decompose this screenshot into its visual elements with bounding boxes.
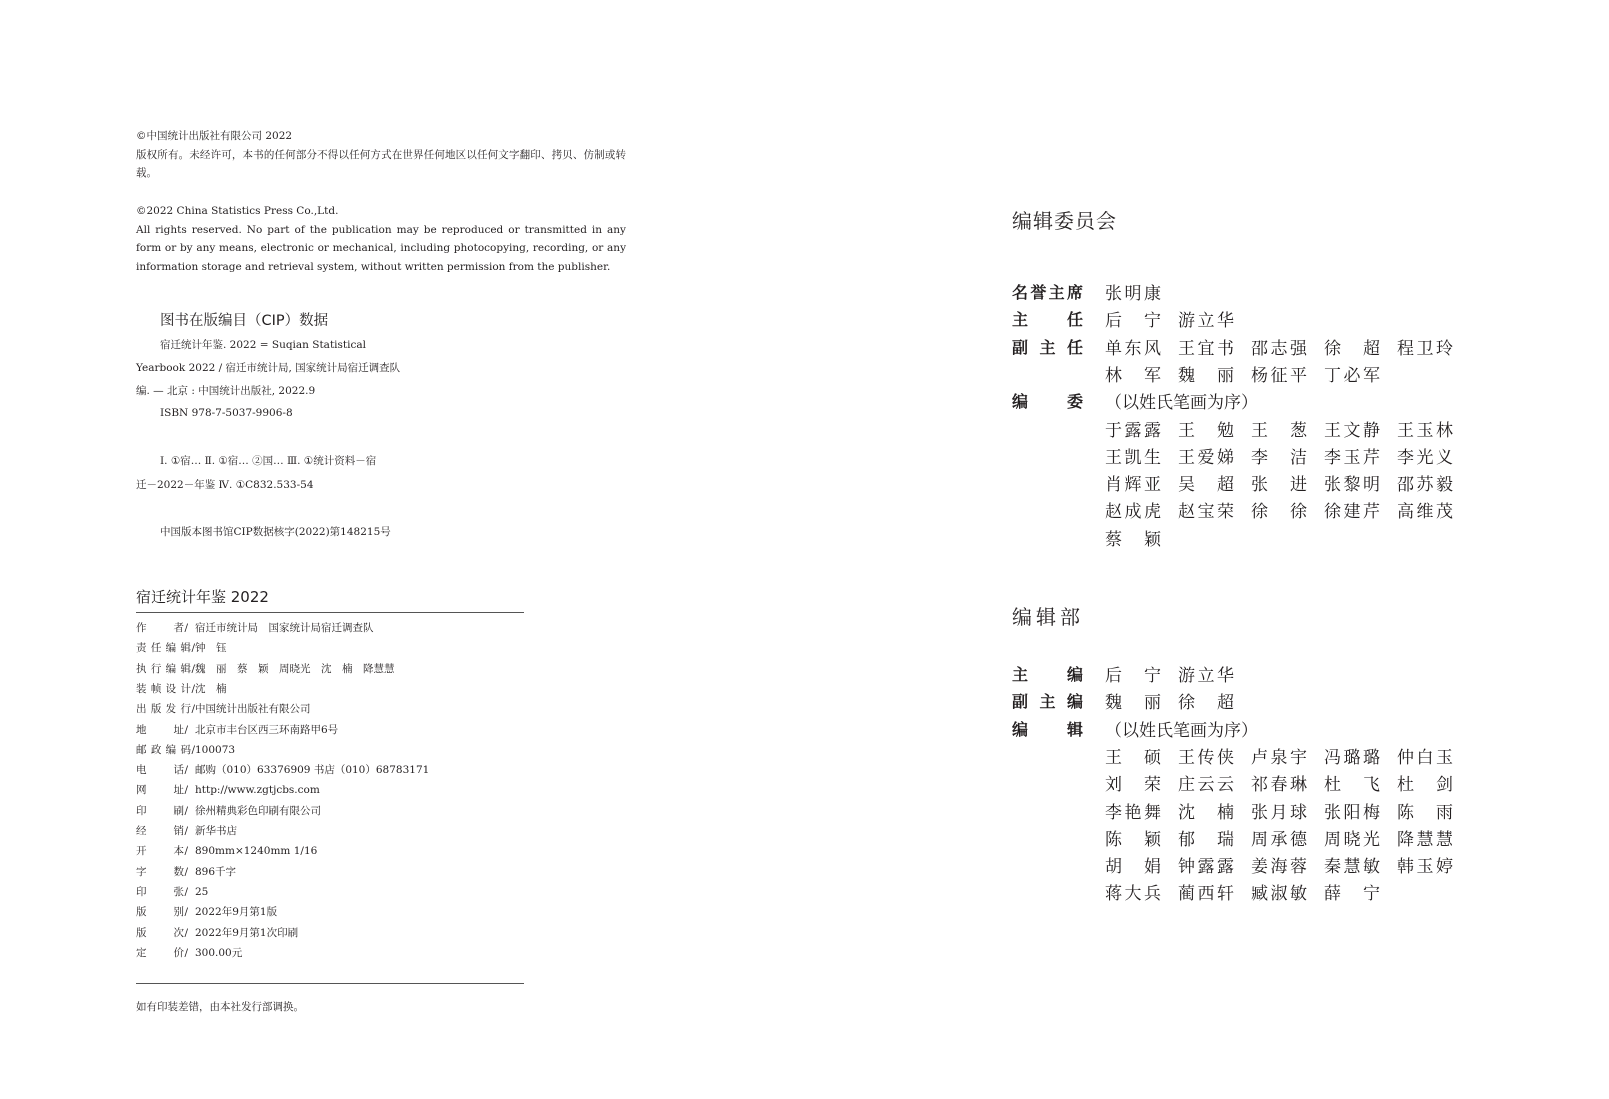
cip-number: 中国版本图书馆CIP数据核字(2022)第148215号 [160,526,391,538]
copyright-notice-english [136,202,626,276]
person-name: 肖 辉 亚 [1105,475,1161,496]
label-separator: / [184,865,188,878]
person-name: 游 立 华 [1178,311,1234,332]
person-name: 蔺 西 轩 [1178,884,1234,905]
colophon-bottom-rule [136,983,524,984]
colophon-value: 魏 丽 蔡 颖 周晓光 沈 楠 降慧慧 [195,662,395,675]
colophon-value: 2022年9月第1版 [195,906,278,919]
person-name: 王 爱 娣 [1178,447,1234,468]
person-name: 刘 荣 [1105,775,1161,796]
person-name: 李 洁 [1251,447,1307,468]
colophon-label: 经 销 / [136,825,188,837]
colophon-value: 钟 钰 [195,642,227,655]
person-name: 蔡 颖 [1105,529,1161,550]
ordering-note: （以姓氏笔画为序） [1105,720,1258,741]
colophon-value: 中国统计出版社有限公司 [195,703,311,716]
role-label: 副 主 任 [1012,337,1083,357]
colophon-label: 执 行 编 辑 / [136,662,195,675]
person-name: 丁 必 军 [1324,365,1380,386]
label-separator: / [191,703,195,716]
person-name: 王 宜 书 [1178,338,1234,359]
label-separator: / [191,662,195,675]
role-label: 主 任 [1012,310,1083,330]
person-name: 张 黎 明 [1324,475,1380,496]
person-name: 庄 云 云 [1178,775,1234,796]
person-name: 杨 征 平 [1251,365,1307,386]
person-name: 张 阳 梅 [1324,802,1380,823]
committee-title: 编辑委员会 [1012,209,1117,233]
colophon-label: 版 次 / [136,926,188,939]
colophon-value: 2022年9月第1次印刷 [195,926,299,939]
colophon-value: 北京市丰台区西三环南路甲6号 [195,723,339,736]
person-name: 李 艳 舞 [1105,802,1161,823]
person-name: 张 明 康 [1105,284,1161,304]
person-name: 赵 成 虎 [1105,502,1161,523]
person-name: 游 立 华 [1178,666,1234,686]
colophon-value: 896千字 [195,865,237,878]
colophon-label: 责 任 编 辑 / [136,642,195,655]
person-name: 周 晓 光 [1324,829,1380,850]
copyright-line: All rights reserved. No part of the publication may be reproduced or transmitted in any form or by any means, electronic or mechanical, including photocopying, recording, or any information storage and retrieval system, without written permission from the publisher. [136,223,626,273]
person-name: 赵 宝 荣 [1178,502,1234,523]
colophon-value: http://www.zgtjcbs.com [195,784,320,797]
cip-line: 编. — 北京 : 中国统计出版社, 2022.9 [136,385,316,397]
colophon-value: 100073 [195,743,236,756]
label-separator: / [184,804,188,817]
cip-title: 图书在版编目（CIP）数据 [160,313,329,329]
label-separator: / [184,723,188,736]
colophon-label: 开 本 / [136,845,188,858]
person-name: 单 东 风 [1105,338,1161,359]
person-name: 王 葱 [1251,420,1307,441]
person-name: 王 文 静 [1324,420,1380,441]
person-name: 王 勉 [1178,420,1234,441]
label-separator: / [191,642,195,655]
label-separator: / [184,926,188,939]
label-separator: / [184,946,188,959]
colophon-label: 作 者 / [136,622,188,634]
label-separator: / [184,622,188,634]
editorial-staff-page [760,0,1609,1099]
person-name: 林 军 [1105,365,1161,386]
copyright-line: ©2022 China Statistics Press Co.,Ltd. [136,205,339,217]
copyright-line: 版权所有。未经许可，本书的任何部分不得以任何方式在世界任何地区以任何文字翻印、拷贝、仿制或转载。 [136,148,626,179]
person-name: 徐 徐 [1251,502,1307,523]
person-name: 吴 超 [1178,475,1234,496]
copyright-notice-chinese [136,127,626,183]
colophon-label: 装 帧 设 计 / [136,682,195,695]
label-separator: / [184,825,188,837]
person-name: 胡 娟 [1105,857,1161,878]
person-name: 魏 丽 [1105,693,1161,714]
colophon-label: 邮 政 编 码 / [136,743,195,756]
colophon-value: 宿迁市统计局 国家统计局宿迁调查队 [195,622,374,634]
person-name: 韩 玉 婷 [1397,857,1453,878]
person-name: 徐 超 [1178,693,1234,714]
person-name: 徐 建 芹 [1324,502,1380,523]
person-name: 王 硕 [1105,747,1161,768]
colophon-label: 电 话 / [136,764,188,777]
person-name: 王 凯 生 [1105,447,1161,468]
person-name: 陈 雨 [1397,802,1453,823]
person-name: 魏 丽 [1178,365,1234,386]
label-separator: / [191,743,195,756]
colophon-value: 邮购（010）63376909 书店（010）68783171 [195,764,430,777]
label-separator: / [184,764,188,777]
colophon-label: 地 址 / [136,723,188,736]
person-name: 郁 瑞 [1178,829,1234,850]
colophon-label: 印 张 / [136,885,188,898]
cip-line: Yearbook 2022 / 宿迁市统计局, 国家统计局宿迁调查队 [136,362,401,374]
person-name: 陈 颖 [1105,829,1161,850]
person-name: 薛 宁 [1324,884,1380,905]
colophon-label: 网 址 / [136,784,188,797]
person-name: 张 月 球 [1251,802,1307,823]
label-separator: / [184,885,188,898]
person-name: 徐 超 [1324,338,1380,359]
role-label: 副 主 编 [1012,692,1083,712]
person-name: 臧 淑 敏 [1251,884,1307,905]
label-separator: / [184,906,188,919]
colophon-value: 25 [195,885,209,898]
colophon-label: 定 价 / [136,946,188,959]
person-name: 后 宁 [1105,311,1161,332]
person-name: 秦 慧 敏 [1324,857,1380,878]
cip-line: 宿迁统计年鉴. 2022 = Suqian Statistical [160,339,366,351]
cip-line: 迁－2022－年鉴 Ⅳ. ①C832.533-54 [136,479,314,491]
person-name: 高 维 茂 [1397,502,1453,523]
person-name: 钟 露 露 [1178,857,1234,878]
person-name: 王 传 侠 [1178,747,1234,768]
role-label: 主 编 [1012,665,1083,684]
role-label: 编 委 [1012,392,1083,412]
copyright-line: ©中国统计出版社有限公司 2022 [136,130,293,142]
cip-line: Ⅰ. ①宿… Ⅱ. ①宿… ②国… Ⅲ. ①统计资料－宿 [160,455,377,467]
person-name: 李 光 义 [1397,447,1453,468]
person-name: 蒋 大 兵 [1105,884,1161,905]
person-name: 杜 飞 [1324,775,1380,796]
colophon-label: 印 刷 / [136,804,188,817]
colophon-label: 字 数 / [136,865,188,878]
person-name: 邵 志 强 [1251,338,1307,359]
person-name: 姜 海 蓉 [1251,857,1307,878]
person-name: 张 进 [1251,475,1307,496]
person-name: 祁 春 琳 [1251,775,1307,796]
person-name: 程 卫 玲 [1397,338,1453,359]
person-name: 杜 剑 [1397,775,1453,796]
person-name: 仲 白 玉 [1397,747,1453,768]
person-name: 于 露 露 [1105,420,1161,441]
colophon-note: 如有印装差错，由本社发行部调换。 [136,1001,304,1013]
ordering-note: （以姓氏笔画为序） [1105,393,1258,414]
person-name: 李 玉 芹 [1324,447,1380,468]
label-separator: / [184,845,188,858]
person-name: 沈 楠 [1178,802,1234,823]
colophon-value: 300.00元 [195,946,243,959]
colophon-label: 出 版 发 行 / [136,703,195,716]
colophon-value: 新华书店 [195,825,237,837]
person-name: 周 承 德 [1251,829,1307,850]
role-label: 名 誉 主 席 [1012,283,1083,302]
person-name: 后 宁 [1105,666,1161,686]
colophon-value: 徐州精典彩色印刷有限公司 [195,804,321,817]
person-name: 王 玉 林 [1397,420,1453,441]
label-separator: / [191,682,195,695]
copyright-page [0,0,760,1099]
person-name: 卢 泉 宇 [1251,747,1307,768]
person-name: 降 慧 慧 [1397,829,1453,850]
colophon-value: 沈 楠 [195,682,227,695]
person-name: 邵 苏 毅 [1397,475,1453,496]
colophon-value: 890mm×1240mm 1/16 [195,845,318,858]
book-title: 宿迁统计年鉴 2022 [136,588,269,606]
role-label: 编 辑 [1012,719,1083,739]
colophon-label: 版 别 / [136,906,188,919]
cip-isbn: ISBN 978-7-5037-9906-8 [160,407,293,419]
person-name: 冯 璐 璐 [1324,747,1380,768]
department-title: 编辑部 [1012,605,1084,629]
label-separator: / [184,784,188,797]
colophon-top-rule [136,612,524,613]
